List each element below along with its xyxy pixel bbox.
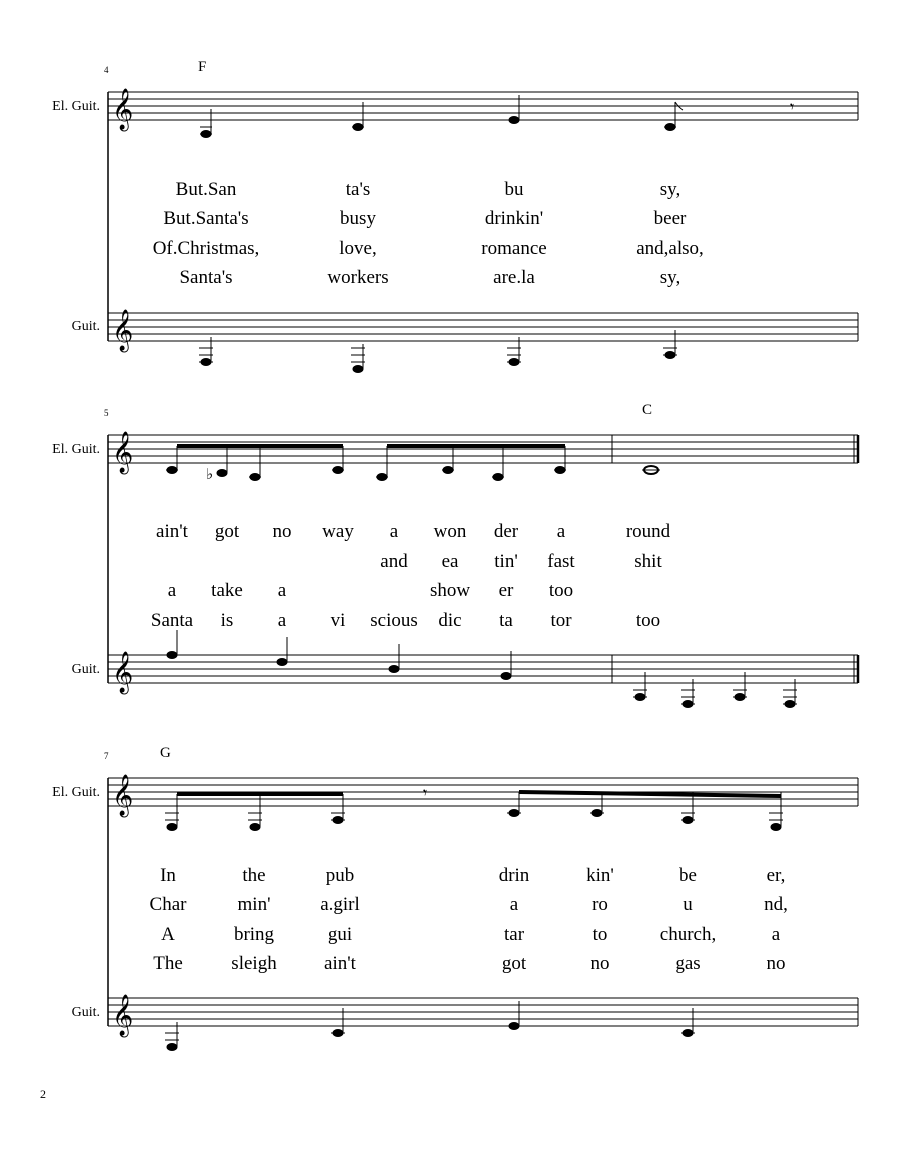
lyric-syllable: sy, [659,267,681,288]
staff-el-guit-1 [108,92,858,120]
notes-el-guit-2 [166,446,660,483]
instrument-label-el-guit: El. Guit. [52,99,100,114]
lyric-syllable: too [548,580,574,601]
lyric-syllable: love, [339,238,377,259]
lyric-syllable: no [766,953,786,974]
lyric-syllable: way [322,521,354,542]
lyric-syllable: Santa [150,610,194,631]
page-number: 2 [40,1087,46,1101]
lyric-syllable: pub [325,865,355,886]
staff-el-guit-2 [108,435,858,463]
lyric-syllable: a [389,521,399,542]
lyric-syllable: and,also, [636,238,704,259]
lyric-syllable: bu [504,179,524,200]
lyric-syllable: be [679,865,697,886]
lyric-syllable: gas [675,953,701,974]
lyric-syllable: ta's [345,179,371,200]
instrument-label-guit: Guit. [71,319,100,334]
lyric-syllable: der [493,521,519,542]
lyric-syllable: ro [592,894,608,915]
lyric-syllable: church, [659,924,717,945]
lyric-syllable: no [590,953,610,974]
measure-number: 5 [104,408,109,418]
lyric-syllable: a [277,580,287,601]
lyric-syllable: is [220,610,234,631]
lyric-syllable: beer [653,208,687,229]
lyric-syllable: busy [340,208,376,229]
lyric-syllable: too [635,610,661,631]
lyric-syllable: The [153,953,183,974]
system-3 [108,774,858,1051]
lyric-syllable: shit [634,551,662,572]
treble-clef: 𝄞 [112,432,134,473]
lyric-syllable: A [161,924,175,945]
lyric-syllable: won [433,521,467,542]
notes-guit-1 [199,330,677,373]
lyric-syllable: tor [550,610,572,631]
lyric-syllable: a [771,924,781,945]
lyric-syllable: tin' [494,551,518,572]
lyric-syllable: kin' [586,865,614,886]
instrument-label-el-guit: El. Guit. [52,442,100,457]
lyric-syllable: min' [237,894,271,915]
treble-clef: 𝄞 [112,89,134,130]
lyric-syllable: and [380,551,408,572]
lyric-syllable: a [167,580,177,601]
lyric-syllable: Santa's [179,267,233,288]
system-1 [108,88,858,373]
lyric-syllable: nd, [764,894,788,915]
lyric-syllable: Of.Christmas, [152,238,260,259]
instrument-label-el-guit: El. Guit. [52,785,100,800]
lyric-syllable: the [242,865,266,886]
lyric-syllable: got [501,953,527,974]
lyric-syllable: bring [233,924,275,945]
lyric-syllable: Char [149,894,187,915]
lyric-syllable: dic [438,610,462,631]
eighth-rest: 𝄾 [790,97,795,116]
lyric-syllable: to [592,924,608,945]
lyric-syllable: show [429,580,471,601]
lyric-syllable: round [625,521,671,542]
lyric-syllable: u [683,894,693,915]
lyric-syllable: er [498,580,514,601]
treble-clef: 𝄞 [112,775,134,816]
lyric-syllable: gui [327,924,353,945]
chord-symbol: F [198,59,207,75]
staff-guit-3 [108,998,858,1026]
lyric-syllable: In [160,865,176,886]
eighth-rest: 𝄾 [423,783,428,802]
lyric-syllable: got [214,521,240,542]
lyric-syllable: a [556,521,566,542]
staff-guit-1 [108,313,858,341]
measure-number: 4 [104,65,109,75]
lyric-syllable: sy, [659,179,681,200]
chord-symbol: G [160,745,171,761]
lyric-syllable: ta [499,610,513,631]
lyric-syllable: scious [370,610,418,631]
lyric-syllable: tar [503,924,525,945]
treble-clef: 𝄞 [112,652,134,693]
lyric-syllable: ea [441,551,459,572]
lyric-syllable: are.la [493,267,535,288]
lyric-syllable: ain't [156,521,188,542]
lyric-syllable: drinkin' [484,208,544,229]
lyric-syllable: a [277,610,287,631]
lyric-syllable: vi [330,610,346,631]
lyric-syllable: fast [547,551,575,572]
lyric-syllable: But.Santa's [163,208,249,229]
chord-symbol: C [642,402,653,418]
notes-el-guit-1 [200,95,683,138]
lyric-syllable: er, [766,865,786,886]
treble-clef: 𝄞 [112,310,134,351]
instrument-label-guit: Guit. [71,1005,100,1020]
lyric-syllable: take [211,580,243,601]
instrument-label-guit: Guit. [71,662,100,677]
lyric-syllable: sleigh [231,953,277,974]
lyric-syllable: workers [327,267,389,288]
lyric-syllable: a.girl [320,894,360,915]
measure-number: 7 [104,751,109,761]
system-2 [108,431,858,708]
lyric-syllable: no [272,521,292,542]
lyric-syllable: a [509,894,519,915]
notes-el-guit-3 [165,792,783,831]
svg-text:♭: ♭ [206,465,214,483]
lyric-syllable: ain't [324,953,356,974]
lyric-syllable: But.San [175,179,237,200]
lyric-syllable: drin [498,865,530,886]
treble-clef: 𝄞 [112,995,134,1036]
lyric-syllable: romance [481,238,547,259]
